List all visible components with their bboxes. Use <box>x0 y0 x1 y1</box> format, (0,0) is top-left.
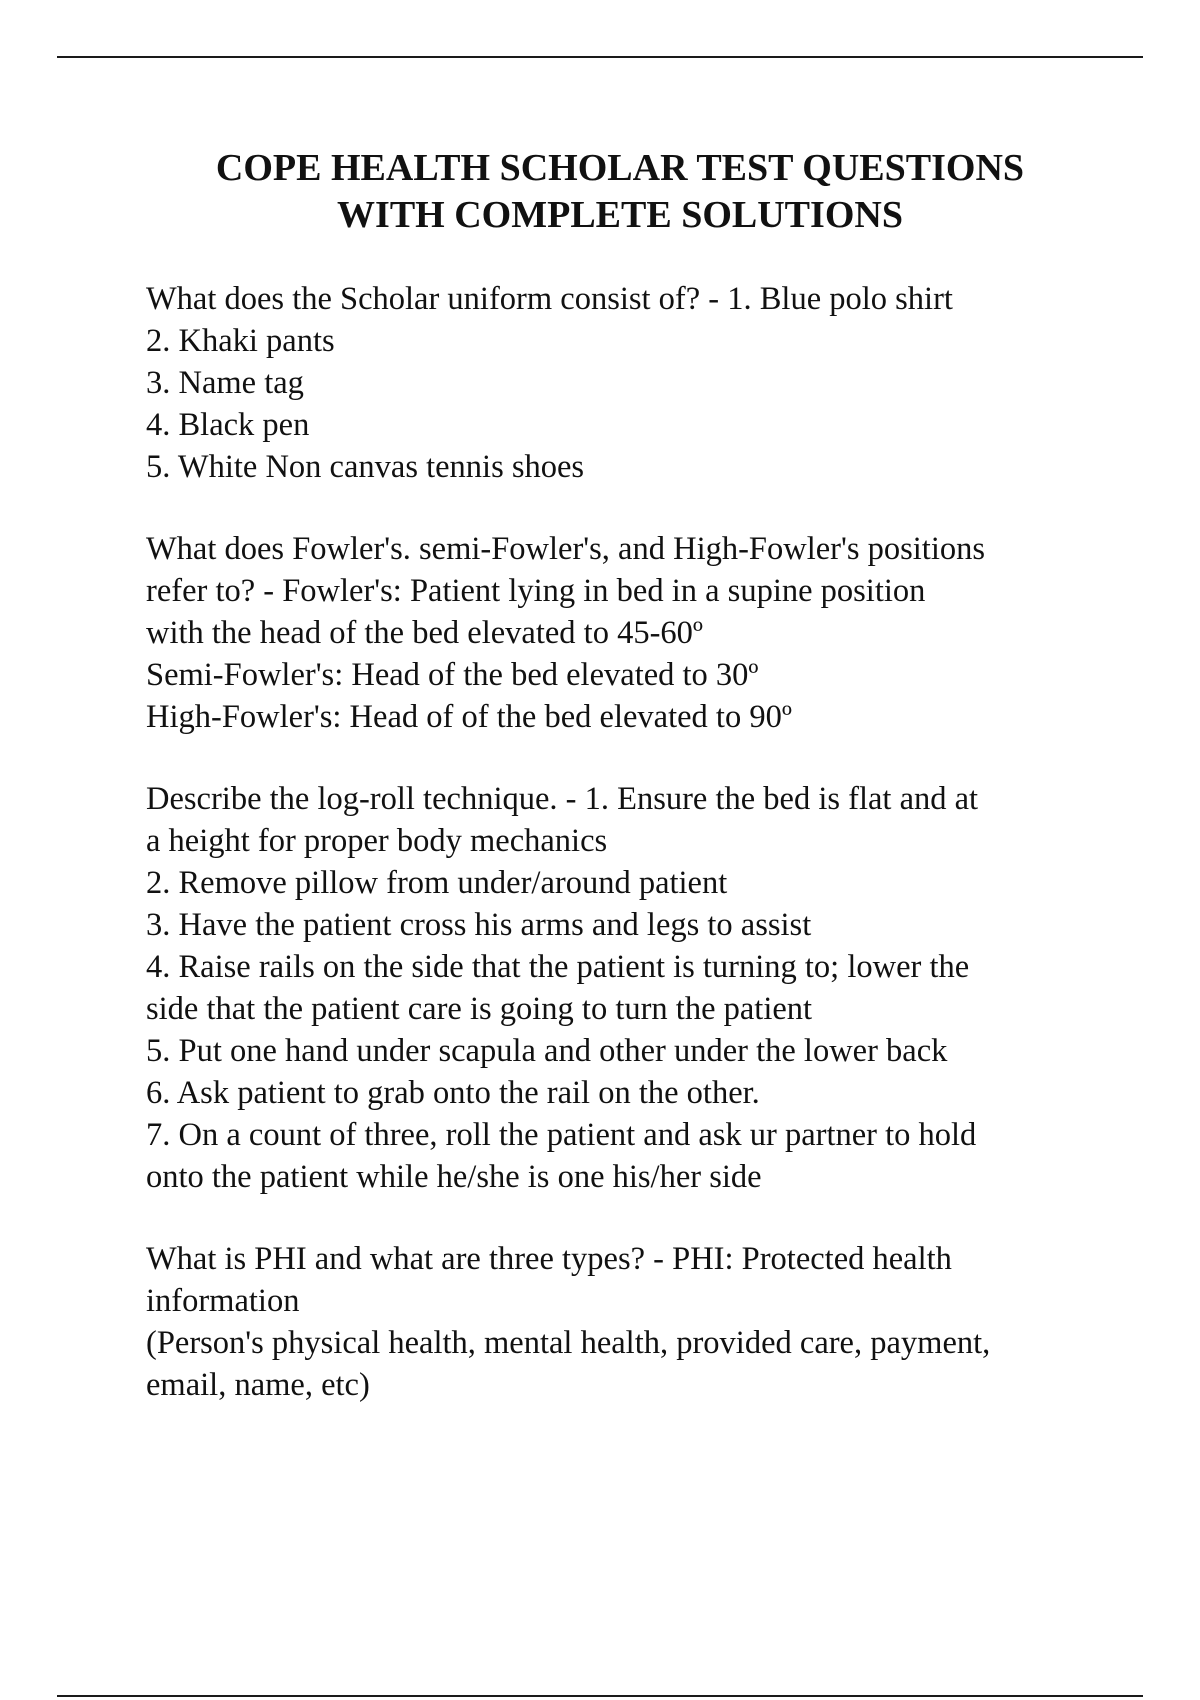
question-line: What does the Scholar uniform consist of? - 1. Blue polo shirt <box>146 281 953 317</box>
answer-line: Semi-Fowler's: Head of the bed elevated to 30º <box>146 657 759 693</box>
question-line: What does Fowler's. semi-Fowler's, and High-Fowler's positions <box>146 531 986 567</box>
answer-line: 4. Black pen <box>146 407 310 443</box>
answer-line: side that the patient care is going to turn the patient <box>146 991 813 1027</box>
document-body <box>146 278 1146 1446</box>
answer-line: 6. Ask patient to grab onto the rail on the other. <box>146 1075 760 1111</box>
qa-uniform <box>146 278 1146 488</box>
answer-line: 2. Khaki pants <box>146 323 335 359</box>
answer-line: email, name, etc) <box>146 1367 370 1403</box>
qa-log-roll <box>146 778 1146 1198</box>
answer-line: High-Fowler's: Head of of the bed elevated to 90º <box>146 699 792 735</box>
qa-phi <box>146 1238 1146 1406</box>
answer-line: with the head of the bed elevated to 45-60º <box>146 615 703 651</box>
answer-line: 4. Raise rails on the side that the patient is turning to; lower the <box>146 949 970 985</box>
question-line: What is PHI and what are three types? - PHI: Protected health <box>146 1241 952 1277</box>
title-line: WITH COMPLETE SOLUTIONS <box>337 194 903 236</box>
question-line: Describe the log-roll technique. - 1. Ensure the bed is flat and at <box>146 781 979 817</box>
answer-line: a height for proper body mechanics <box>146 823 608 859</box>
top-divider <box>57 56 1143 58</box>
document-title <box>100 145 1140 239</box>
answer-line: 2. Remove pillow from under/around patient <box>146 865 728 901</box>
bottom-divider <box>57 1695 1143 1697</box>
answer-line: 5. Put one hand under scapula and other under the lower back <box>146 1033 948 1069</box>
qa-fowlers-positions <box>146 528 1146 738</box>
answer-line: information <box>146 1283 300 1319</box>
answer-line: 7. On a count of three, roll the patient and ask ur partner to hold <box>146 1117 977 1153</box>
answer-line: onto the patient while he/she is one his/her side <box>146 1159 762 1195</box>
answer-line: 5. White Non canvas tennis shoes <box>146 449 585 485</box>
title-line: COPE HEALTH SCHOLAR TEST QUESTIONS <box>215 147 1025 189</box>
answer-line: (Person's physical health, mental health, provided care, payment, <box>146 1325 991 1361</box>
question-line: refer to? - Fowler's: Patient lying in bed in a supine position <box>146 573 926 609</box>
answer-line: 3. Have the patient cross his arms and legs to assist <box>146 907 812 943</box>
answer-line: 3. Name tag <box>146 365 304 401</box>
